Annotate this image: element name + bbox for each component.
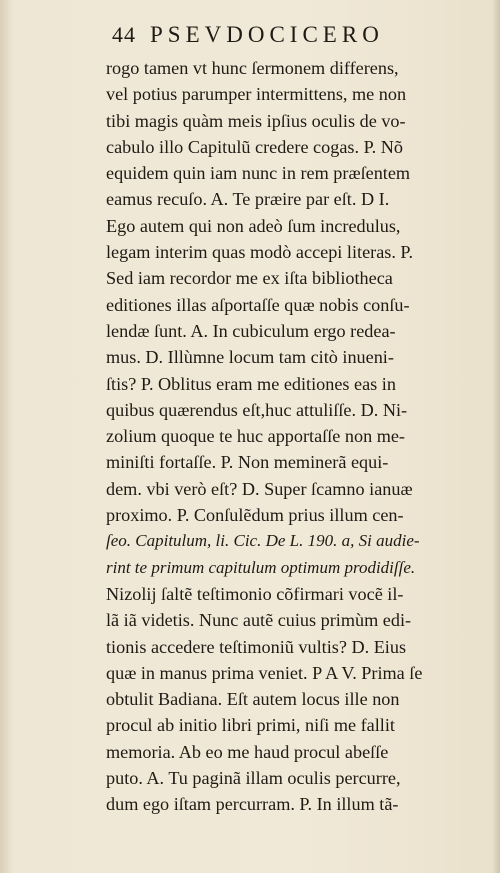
text-line: procul ab initio libri primi, niſi me fallit bbox=[106, 715, 395, 736]
page-number: 44 bbox=[112, 22, 136, 47]
citation-line: ſeo. Capitulum, li. Cic. De L. 190. a, Si audie- bbox=[106, 531, 420, 551]
text-line: quæ in manus prima veniet. P A V. Prima ſe bbox=[106, 662, 423, 683]
text-line: mus. D. Illùmne locum tam citò inueni- bbox=[106, 347, 394, 368]
text-line: puto. A. Tu paginã illam oculis percurre, bbox=[106, 768, 401, 789]
text-block bbox=[106, 55, 490, 818]
text-line: rogo tamen vt hunc ſermonem differens, bbox=[106, 58, 399, 78]
page-header bbox=[112, 22, 492, 54]
text-line: legam interim quas modò accepi literas. P. bbox=[106, 242, 414, 263]
text-line: editiones illas aſportaſſe quæ nobis conſu- bbox=[106, 294, 410, 315]
text-line: Ego autem qui non adeò ſum incredulus, bbox=[106, 215, 401, 236]
text-line: zolium quoque te huc apportaſſe non me- bbox=[106, 426, 405, 447]
text-line: proximo. P. Conſulẽdum prius illum cen- bbox=[106, 505, 404, 526]
text-line: ſtis? P. Oblitus eram me editiones eas in bbox=[106, 373, 396, 394]
text-line: vel potius parumper intermittens, me non bbox=[106, 84, 407, 105]
running-title: PSEVDOCICERO bbox=[150, 22, 384, 47]
text-line: tionis accedere teſtimoniũ vultis? D. Eius bbox=[106, 636, 407, 657]
text-line: dem. vbi verò eſt? D. Super ſcamno ianuæ bbox=[106, 478, 413, 499]
text-line: eamus recuſo. A. Te præire par eſt. D I. bbox=[106, 189, 390, 210]
text-line: Sed iam recordor me ex iſta bibliotheca bbox=[106, 268, 393, 289]
text-line: Nizolij ſaltẽ teſtimonio cõfirmari vocẽ il- bbox=[106, 583, 404, 604]
text-line: miniſti fortaſſe. P. Non meminerã equi- bbox=[106, 452, 389, 473]
text-line: obtulit Badiana. Eſt autem locus ille non bbox=[106, 689, 400, 710]
text-line: lã iã videtis. Nunc autẽ cuius primùm edi- bbox=[106, 610, 412, 631]
text-line: dum ego iſtam percurram. P. In illum tã- bbox=[106, 794, 399, 815]
text-line: cabulo illo Capitulũ credere cogas. P. Nõ bbox=[106, 136, 403, 157]
text-line: memoria. Ab eo me haud procul abeſſe bbox=[106, 741, 389, 762]
text-line: tibi magis quàm meis ipſius oculis de vo- bbox=[106, 110, 406, 131]
citation-line: rint te primum capitulum optimum prodidiſſe. bbox=[106, 557, 416, 577]
text-line: quibus quærendus eſt,huc attuliſſe. D. Ni- bbox=[106, 399, 408, 420]
text-line: lendæ ſunt. A. In cubiculum ergo redea- bbox=[106, 320, 396, 341]
text-line: equidem quin iam nunc in rem præſentem bbox=[106, 163, 411, 184]
